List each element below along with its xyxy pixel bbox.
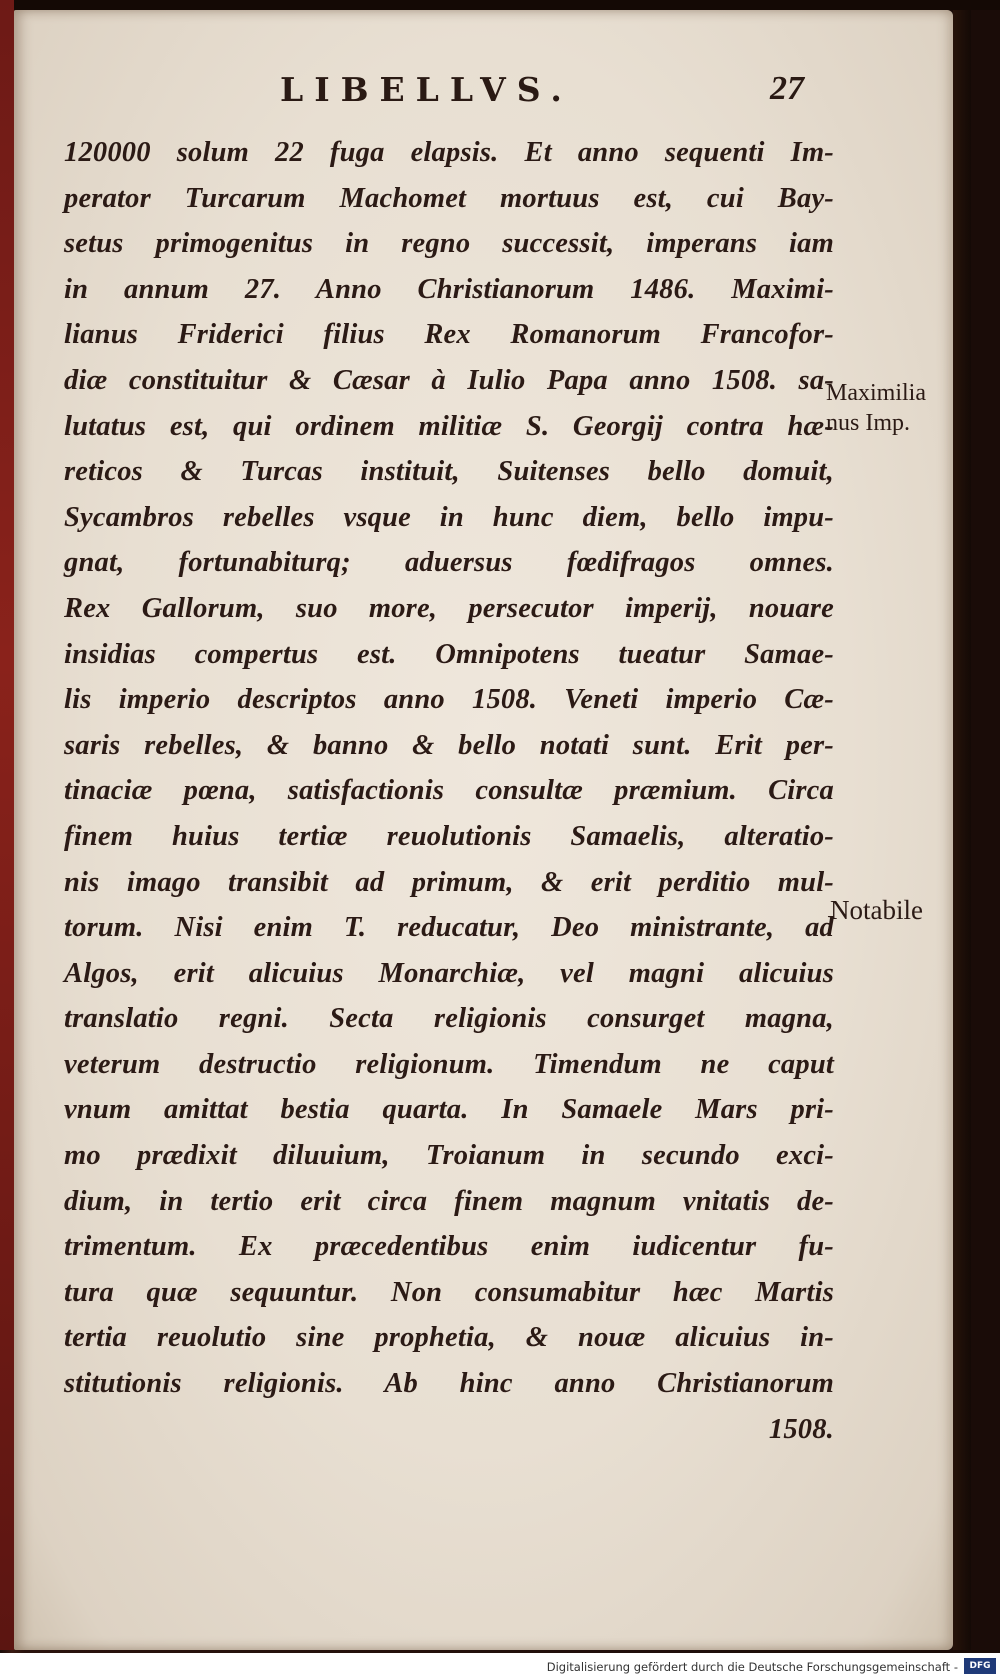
text-line: finem huius tertiæ reuolutionis Samaelis, alteratio- — [64, 820, 834, 852]
text-line: perator Turcarum Machomet mortuus est, cui Bay- — [64, 182, 834, 214]
gutter-shadow — [953, 10, 971, 1650]
text-line: torum. Nisi enim T. reducatur, Deo ministrante, ad — [64, 912, 834, 944]
digitization-footer — [0, 1653, 1000, 1677]
text-line: insidias compertus est. Omnipotens tueatur Samae- — [64, 638, 834, 670]
text-line: diæ constituitur & Cæsar à Iulio Papa anno 1508. sa- — [64, 364, 834, 396]
text-line: Algos, erit alicuius Monarchiæ, vel magni alicuius — [64, 957, 834, 989]
text-line: stitutionis religionis. Ab hinc anno Christianorum — [64, 1368, 834, 1400]
text-line: lianus Friderici filius Rex Romanorum Francofor- — [64, 319, 834, 351]
text-line: translatio regni. Secta religionis consurget magna, — [64, 1003, 834, 1035]
funding-credit: Digitalisierung gefördert durch die Deutsche Forschungsgemeinschaft - — [546, 1660, 958, 1674]
body-text — [64, 130, 834, 1452]
text-line: tertia reuolutio sine prophetia, & nouæ alicuius in- — [64, 1322, 834, 1354]
running-head: LIBELLVS. — [280, 70, 573, 109]
text-line: setus primogenitus in regno successit, imperans iam — [64, 228, 834, 260]
text-line: Rex Gallorum, suo more, persecutor imperij, nouare — [64, 592, 834, 624]
dfg-logo-icon: DFG — [964, 1658, 996, 1674]
text-line: Sycambros rebelles vsque in hunc diem, bello impu- — [64, 501, 834, 533]
text-line: tura quæ sequuntur. Non consumabitur hæc Martis — [64, 1276, 834, 1308]
page-number: 27 — [770, 70, 804, 107]
marginal-note-line: nus Imp. — [826, 410, 910, 436]
text-line: vnum amittat bestia quarta. In Samaele Mars pri- — [64, 1094, 834, 1126]
text-line: veterum destructio religionum. Timendum ne caput — [64, 1048, 834, 1080]
text-line: mo prædixit diluuium, Troianum in secundo exci- — [64, 1140, 834, 1172]
text-line: saris rebelles, & banno & bello notati sunt. Erit per- — [64, 729, 834, 761]
text-line: gnat, fortunabiturq; aduersus fœdifragos omnes. — [64, 547, 834, 579]
text-line: lutatus est, qui ordinem militiæ S. Georgij contra hæ- — [64, 410, 834, 442]
top-edge — [0, 0, 1000, 10]
text-line: dium, in tertio erit circa finem magnum vnitatis de- — [64, 1185, 834, 1217]
text-line: nis imago transibit ad primum, & erit perditio mul- — [64, 866, 834, 898]
text-line: tinaciæ pœna, satisfactionis consultæ præmium. Circa — [64, 775, 834, 807]
marginal-note-line: Maximilia — [826, 380, 926, 406]
text-line: in annum 27. Anno Christianorum 1486. Maximi- — [64, 273, 834, 305]
text-line: lis imperio descriptos anno 1508. Veneti imperio Cæ- — [64, 684, 834, 716]
marginal-note-maximilianus — [826, 378, 926, 438]
text-line: reticos & Turcas instituit, Suitenses bello domuit, — [64, 456, 834, 488]
text-line: trimentum. Ex præcedentibus enim iudicentur fu- — [64, 1231, 834, 1263]
marginal-note-notabile: Notabile — [830, 895, 923, 925]
catchword: 1508. — [768, 1413, 834, 1445]
text-line: 120000 solum 22 fuga elapsis. Et anno sequenti Im- — [64, 137, 834, 168]
book-edge — [0, 0, 14, 1650]
